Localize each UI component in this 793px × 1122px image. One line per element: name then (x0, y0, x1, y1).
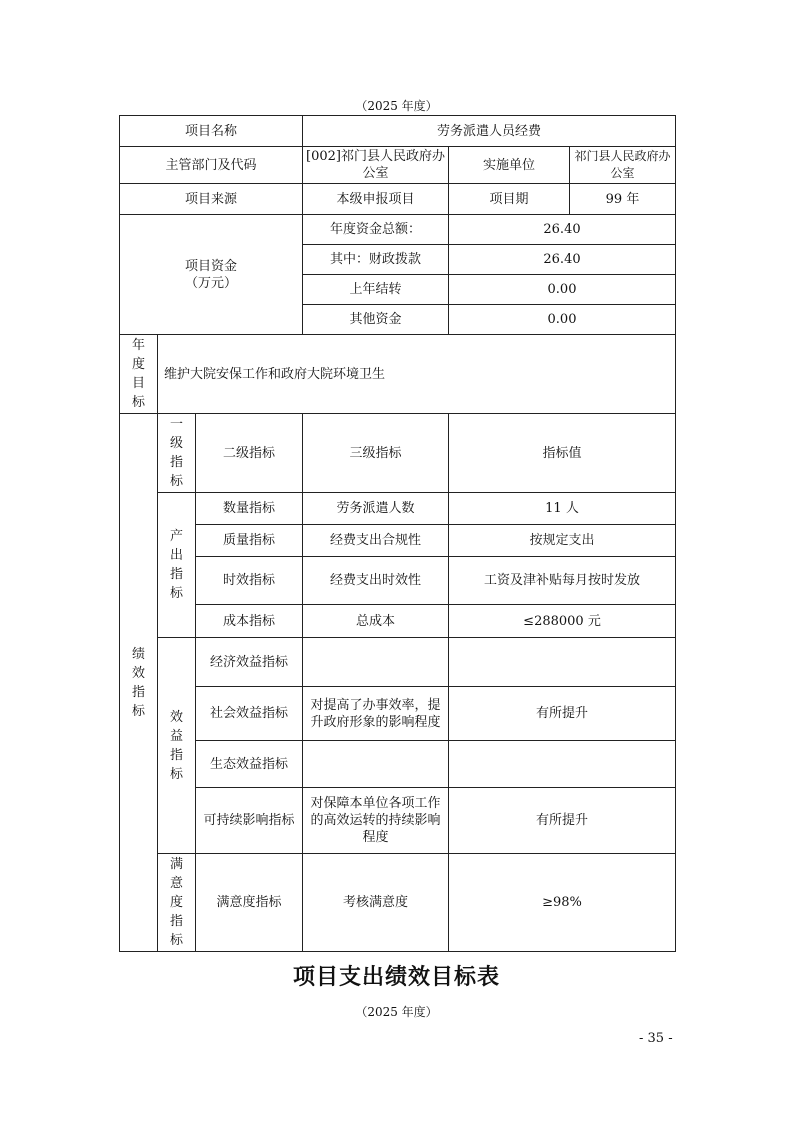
level3-cell (303, 741, 449, 788)
table-row (120, 854, 676, 952)
dept-value: [002]祁门县人民政府办公室 (303, 147, 449, 184)
project-name-value: 劳务派遣人员经费 (303, 116, 676, 147)
level3-cell: 经费支出时效性 (303, 557, 449, 605)
value-cell: 工资及津补贴每月按时发放 (449, 557, 676, 605)
table-row (120, 215, 676, 245)
period-label: 项目期 (449, 184, 570, 215)
funds-row-label: 上年结转 (303, 275, 449, 305)
project-name-label: 项目名称 (120, 116, 303, 147)
section-title: 项目支出绩效目标表 (292, 964, 500, 990)
funds-row-label: 其他资金 (303, 305, 449, 335)
value-cell (449, 741, 676, 788)
dept-label: 主管部门及代码 (120, 147, 303, 184)
level3-cell (303, 638, 449, 687)
value-cell (449, 638, 676, 687)
level2-cell: 可持续影响指标 (196, 788, 303, 854)
level2-cell: 社会效益指标 (196, 687, 303, 741)
indicators-label: 绩效指标 (120, 414, 158, 952)
unit-label: 实施单位 (449, 147, 570, 184)
funds-row-value: 0.00 (449, 275, 676, 305)
level2-cell: 数量指标 (196, 493, 303, 525)
table-row (120, 557, 676, 605)
table-row (120, 525, 676, 557)
table-row (120, 335, 676, 414)
funds-label: 项目资金（万元） (120, 215, 303, 335)
level2-cell: 经济效益指标 (196, 638, 303, 687)
page-number: - 35 - (639, 1031, 673, 1046)
level3-cell: 总成本 (303, 605, 449, 638)
header-level1: 一级指标 (158, 414, 196, 493)
level2-cell: 满意度指标 (196, 854, 303, 952)
source-value: 本级申报项目 (303, 184, 449, 215)
level2-cell: 成本指标 (196, 605, 303, 638)
table-row (120, 147, 676, 184)
header-value: 指标值 (449, 414, 676, 493)
funds-row-label: 年度资金总额： (303, 215, 449, 245)
funds-row-value: 26.40 (449, 215, 676, 245)
funds-row-value: 0.00 (449, 305, 676, 335)
value-cell: ≥98% (449, 854, 676, 952)
level2-cell: 质量指标 (196, 525, 303, 557)
period-value: 99 年 (570, 184, 676, 215)
level3-cell: 劳务派遣人数 (303, 493, 449, 525)
table-row (120, 687, 676, 741)
table-row (120, 184, 676, 215)
output-indicator-label: 产出指标 (158, 493, 196, 638)
header-level2: 二级指标 (196, 414, 303, 493)
table-year-caption: （2025 年度） (355, 99, 438, 113)
level3-cell: 对保障本单位各项工作的高效运转的持续影响程度 (303, 788, 449, 854)
table-row (120, 493, 676, 525)
value-cell: 有所提升 (449, 788, 676, 854)
header-level3: 三级指标 (303, 414, 449, 493)
value-cell: 有所提升 (449, 687, 676, 741)
table-row (120, 605, 676, 638)
benefit-indicator-label: 效益指标 (158, 638, 196, 854)
level3-cell: 考核满意度 (303, 854, 449, 952)
funds-row-label: 其中：财政拨款 (303, 245, 449, 275)
annual-goal-text: 维护大院安保工作和政府大院环境卫生 (158, 335, 676, 414)
source-label: 项目来源 (120, 184, 303, 215)
level2-cell: 生态效益指标 (196, 741, 303, 788)
table-row (120, 414, 676, 493)
unit-value: 祁门县人民政府办公室 (570, 147, 676, 184)
table-row (120, 741, 676, 788)
level3-cell: 经费支出合规性 (303, 525, 449, 557)
satisfaction-indicator-label: 满意度指标 (158, 854, 196, 952)
annual-goal-label: 年度目标 (120, 335, 158, 414)
table-row (120, 788, 676, 854)
table-row (120, 638, 676, 687)
performance-target-table (119, 115, 676, 952)
level3-cell: 对提高了办事效率，提升政府形象的影响程度 (303, 687, 449, 741)
level2-cell: 时效指标 (196, 557, 303, 605)
value-cell: 按规定支出 (449, 525, 676, 557)
table-row (120, 116, 676, 147)
value-cell: ≤288000 元 (449, 605, 676, 638)
funds-row-value: 26.40 (449, 245, 676, 275)
value-cell: 11 人 (449, 493, 676, 525)
section-year-caption: （2025 年度） (355, 1005, 438, 1019)
